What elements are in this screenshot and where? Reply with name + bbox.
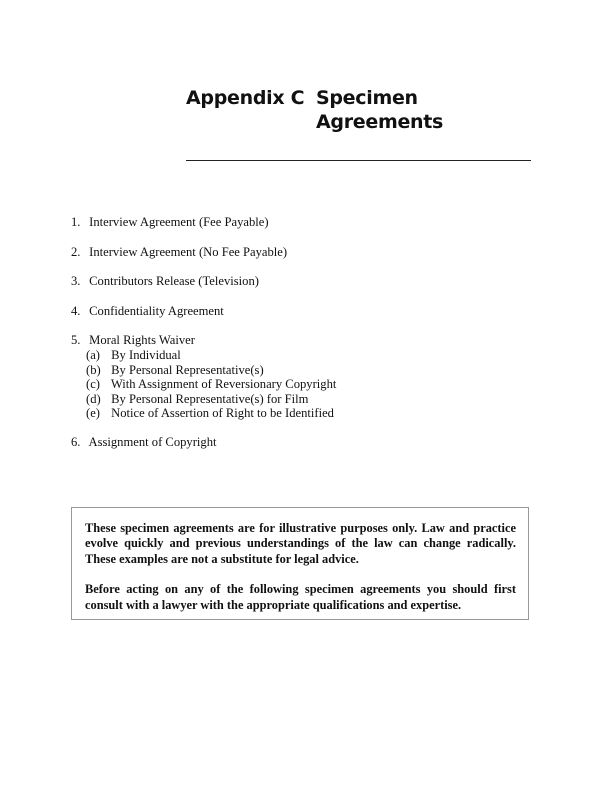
sub-item-title: With Assignment of Reversionary Copyright — [110, 377, 337, 392]
appendix-label: Appendix C — [186, 87, 305, 109]
item-title: Confidentiality Agreement — [89, 303, 224, 318]
item-number: 3. — [71, 274, 81, 288]
item-title: Moral Rights Waiver — [89, 333, 195, 347]
heading-rule — [186, 160, 531, 161]
item-number: 1. — [71, 215, 81, 229]
item-title: Contributors Release (Television) — [89, 274, 259, 288]
appendix-title-line1: Specimen — [316, 87, 418, 109]
item-number: 2. — [71, 244, 81, 259]
sub-item — [86, 406, 336, 421]
sub-item — [86, 392, 336, 407]
item-title: Assignment of Copyright — [88, 435, 217, 450]
item-number: 6. — [71, 435, 81, 450]
item-number: 4. — [71, 303, 81, 318]
sub-item-letter: (d) — [86, 391, 101, 406]
sub-item — [86, 348, 336, 363]
list-item — [71, 435, 336, 450]
item-number: 5. — [71, 333, 81, 347]
list-item — [71, 333, 336, 421]
disclaimer-paragraph-1: These specimen agreements are for illustrative purposes only. Law and practice evolve quickly and previous understandings of the law can change radically. These examples are not a substitute for legal advice. — [85, 521, 516, 566]
sub-item — [86, 377, 336, 392]
sub-item-title: By Personal Representative(s) for Film — [111, 391, 309, 406]
disclaimer-box — [71, 507, 529, 620]
sub-item-letter: (b) — [86, 362, 101, 377]
sub-item-title: By Individual — [111, 348, 181, 362]
sub-item-letter: (a) — [86, 348, 100, 362]
list-item — [71, 215, 336, 230]
appendix-title-line2: Agreements — [316, 111, 444, 133]
agreements-list — [71, 215, 336, 465]
list-item — [71, 245, 336, 260]
list-item — [71, 274, 336, 289]
sub-item-title: Notice of Assertion of Right to be Identified — [111, 406, 334, 421]
sub-item-title: By Personal Representative(s) — [111, 362, 264, 377]
disclaimer-paragraph-2: Before acting on any of the following specimen agreements you should first consult with a lawyer with the appropriate qualifications and expertise. — [85, 582, 516, 612]
list-item — [71, 304, 336, 319]
item-title: Interview Agreement (No Fee Payable) — [89, 244, 288, 259]
item-title: Interview Agreement (Fee Payable) — [89, 215, 269, 229]
sub-item-letter: (e) — [86, 406, 100, 421]
sub-item — [86, 363, 336, 378]
moral-rights-sublist — [71, 348, 336, 421]
sub-item-letter: (c) — [86, 377, 100, 392]
